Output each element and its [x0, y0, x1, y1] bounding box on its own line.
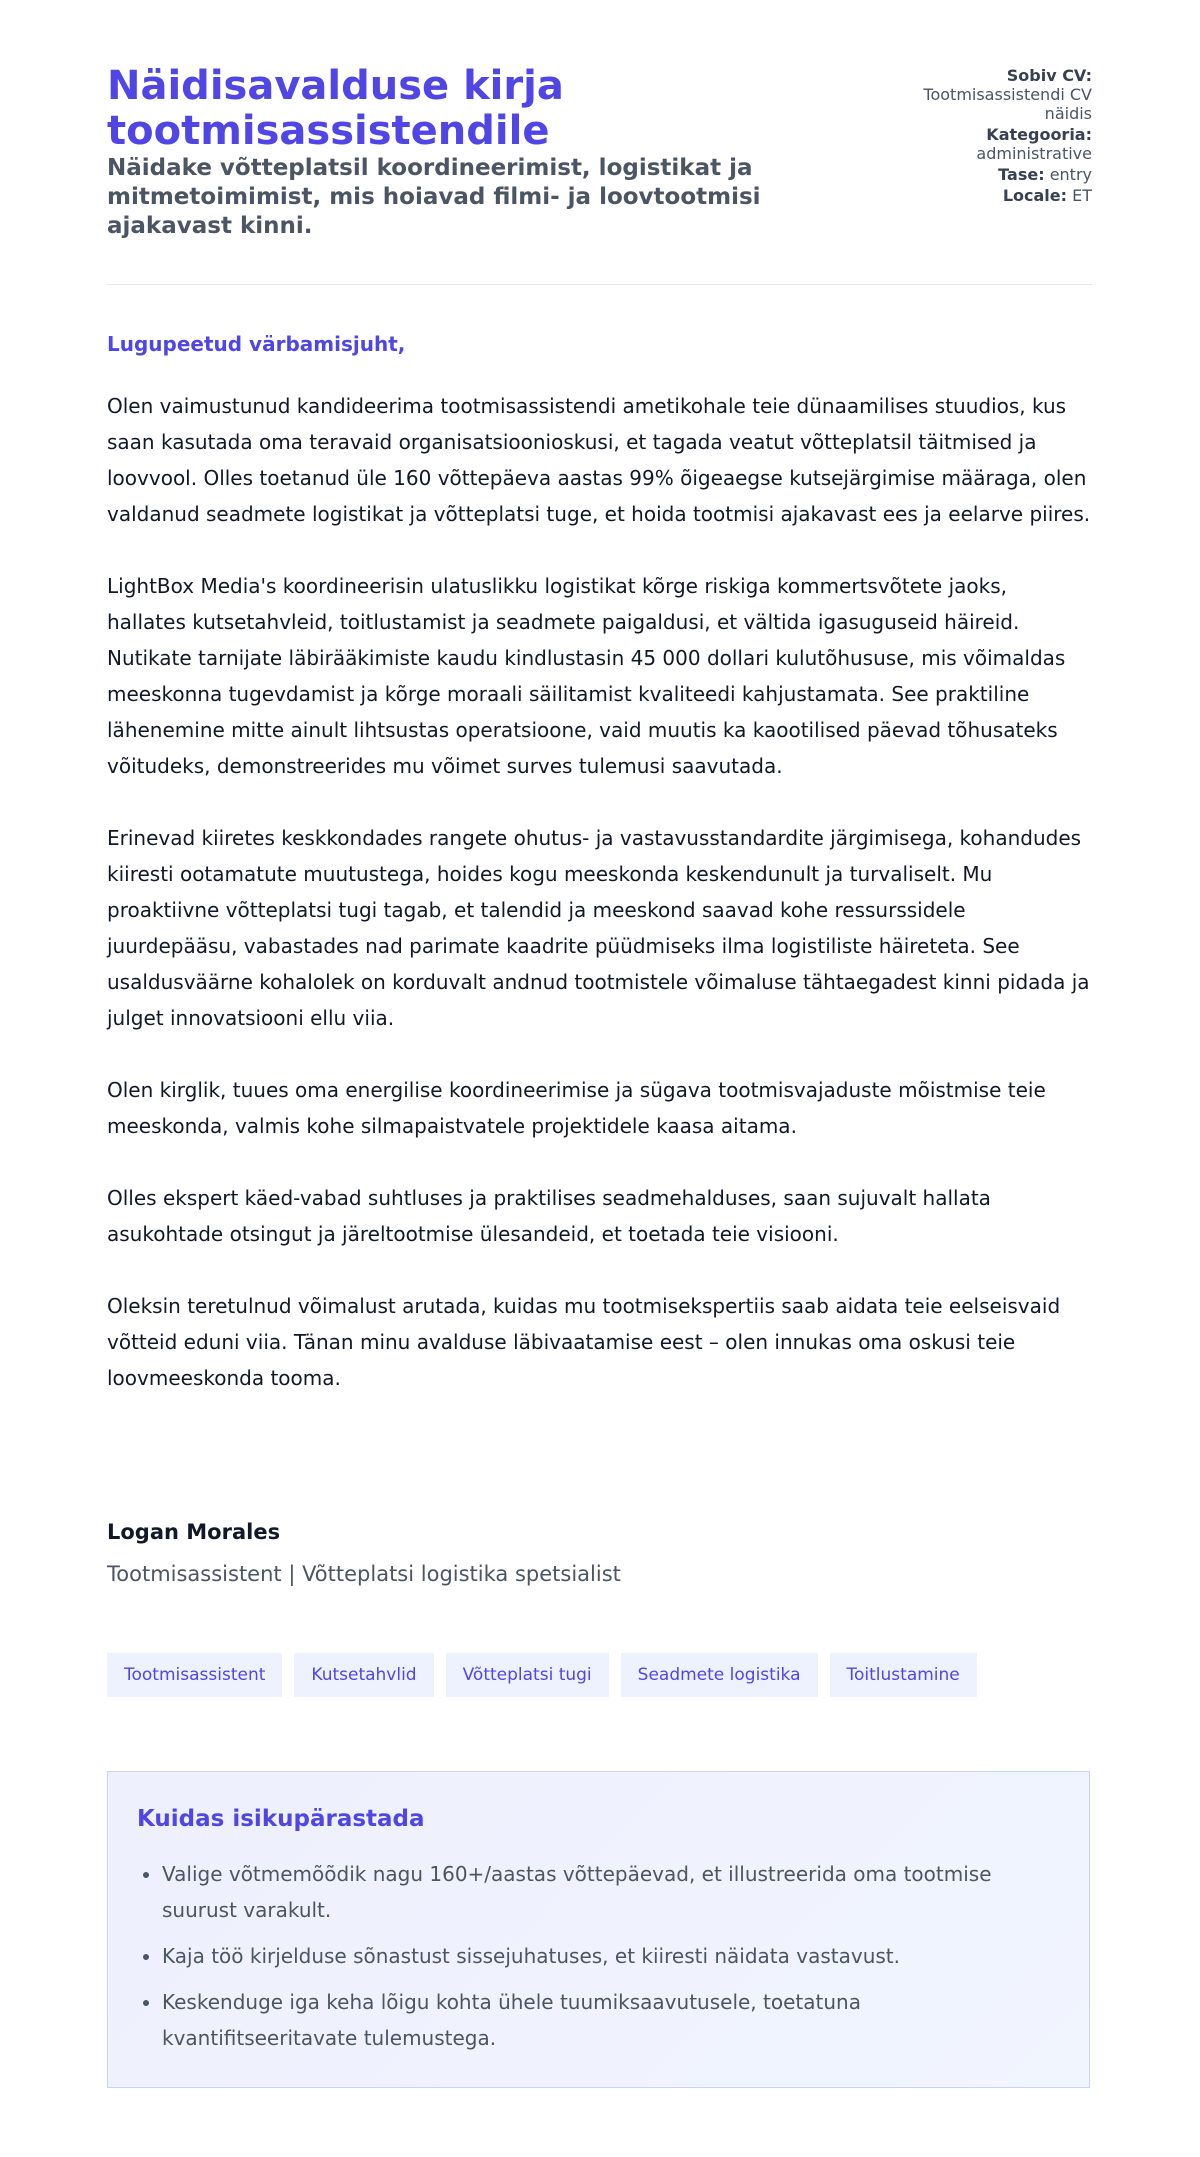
signature-title: Tootmisassistent | Võtteplatsi logistika spetsialist — [107, 1562, 621, 1586]
meta-panel — [872, 66, 1092, 207]
meta-cv-label: Sobiv CV: — [1006, 66, 1092, 85]
meta-category-label: Kategooria: — [986, 125, 1092, 144]
page-title: Näidisavalduse kirja tootmisassistendile — [107, 63, 564, 154]
header-divider — [107, 284, 1092, 285]
meta-level — [872, 165, 1092, 184]
tag: Toitlustamine — [830, 1653, 977, 1697]
letter-body — [107, 388, 1092, 1432]
title-block — [107, 64, 867, 241]
tag-list — [107, 1653, 977, 1697]
tag: Võtteplatsi tugi — [446, 1653, 609, 1697]
meta-cv — [872, 66, 1092, 123]
page-subtitle: Näidake võtteplatsil koordineerimist, logistikat ja mitmetoimimist, mis hoiavad filmi- ja loovtootmisi ajakavast kinni. — [107, 155, 761, 239]
meta-category — [872, 125, 1092, 163]
letter-paragraph: Olen kirglik, tuues oma energilise koordineerimise ja sügava tootmisvajaduste mõistmise teie meeskonda, valmis kohe silmapaistvatele projektidele kaasa aitama. — [107, 1078, 1046, 1138]
cover-letter-page — [107, 0, 1092, 2050]
tips-item: • Valige võtmemõõdik nagu 160+/aastas võttepäevad, et illustreerida oma tootmise suurust varakult. — [162, 1856, 1062, 1928]
tag: Seadmete logistika — [621, 1653, 818, 1697]
tips-list — [137, 1856, 1062, 2066]
signature-name: Logan Morales — [107, 1520, 281, 1544]
meta-level-label: Tase: — [998, 165, 1045, 184]
letter-paragraph: Erinevad kiiretes keskkondades rangete ohutus- ja vastavusstandardite järgimisega, kohandudes kiiresti ootamatute muutustega, hoides kogu meeskonda keskendunult ja turvaliselt. Mu proaktiivne võtteplatsi tugi tagab, et talendid ja meeskond saavad kohe ressurssidele juurdepääsu, vabastades nad parimate kaadrite püüdmiseks ilma logistiliste häireteta. See usaldusväärne kohalolek on korduvalt andnud tootmistele võimaluse tähtaegadest kinni pidada ja julget innovatsiooni ellu viia. — [107, 826, 1090, 1030]
tips-item: • Kaja töö kirjelduse sõnastust sissejuhatuses, et kiiresti näidata vastavust. — [162, 1938, 1062, 1974]
meta-locale — [872, 186, 1092, 205]
letter-paragraph: LightBox Media's koordineerisin ulatuslikku logistikat kõrge riskiga kommertsvõtete jaoks, hallates kutsetahvleid, toitlustamist ja seadmete paigaldusi, et vältida igasuguseid häireid. Nutikate tarnijate läbirääkimiste kaudu kindlustasin 45 000 dollari kulutõhususe, mis võimaldas meeskonna tugevdamist ja kõrge moraali säilitamist kvaliteedi kahjustamata. See praktiline lähenemine mitte ainult lihtsustas operatsioone, vaid muutis ka kaootilised päevad tõhusateks võitudeks, demonstreerides mu võimet surves tulemusi saavutada. — [107, 574, 1066, 778]
meta-locale-value: ET — [1072, 186, 1092, 205]
tips-item: • Keskenduge iga keha lõigu kohta ühele tuumiksaavutusele, toetatuna kvantifitseeritavate tulemustega. — [162, 1984, 1062, 2056]
meta-cv-value: Tootmisassistendi CV näidis — [923, 85, 1092, 123]
letter-paragraph: Olen vaimustunud kandideerima tootmisassistendi ametikohale teie dünaamilises stuudios, kus saan kasutada oma teravaid organisatsioonioskusi, et tagada veatut võtteplatsil täitmised ja loovvool. Olles toetanud üle 160 võttepäeva aastas 99% õigeaegse kutsejärgimise määraga, olen valdanud seadmete logistikat ja võtteplatsi tuge, et hoida tootmisi ajakavast ees ja eelarve piires. — [107, 394, 1091, 526]
meta-locale-label: Locale: — [1002, 186, 1068, 205]
letter-paragraph: Oleksin teretulnud võimalust arutada, kuidas mu tootmisekspertiis saab aidata teie eelseisvaid võtteid eduni viia. Tänan minu avalduse läbivaatamise eest – olen innukas oma oskusi teie loovmeeskonda tooma. — [107, 1294, 1061, 1390]
meta-category-value: administrative — [976, 144, 1092, 163]
meta-level-value: entry — [1049, 165, 1092, 184]
salutation: Lugupeetud värbamisjuht, — [107, 332, 406, 356]
tag: Tootmisassistent — [107, 1653, 282, 1697]
letter-paragraph: Olles ekspert käed-vabad suhtluses ja praktilises seadmehalduses, saan sujuvalt hallata asukohtade otsingut ja järeltootmise ülesandeid, et toetada teie visiooni. — [107, 1186, 991, 1246]
tag: Kutsetahvlid — [294, 1653, 433, 1697]
tips-title: Kuidas isikupärastada — [137, 1806, 425, 1832]
page-header — [107, 0, 1092, 284]
tips-box — [107, 1771, 1090, 2088]
